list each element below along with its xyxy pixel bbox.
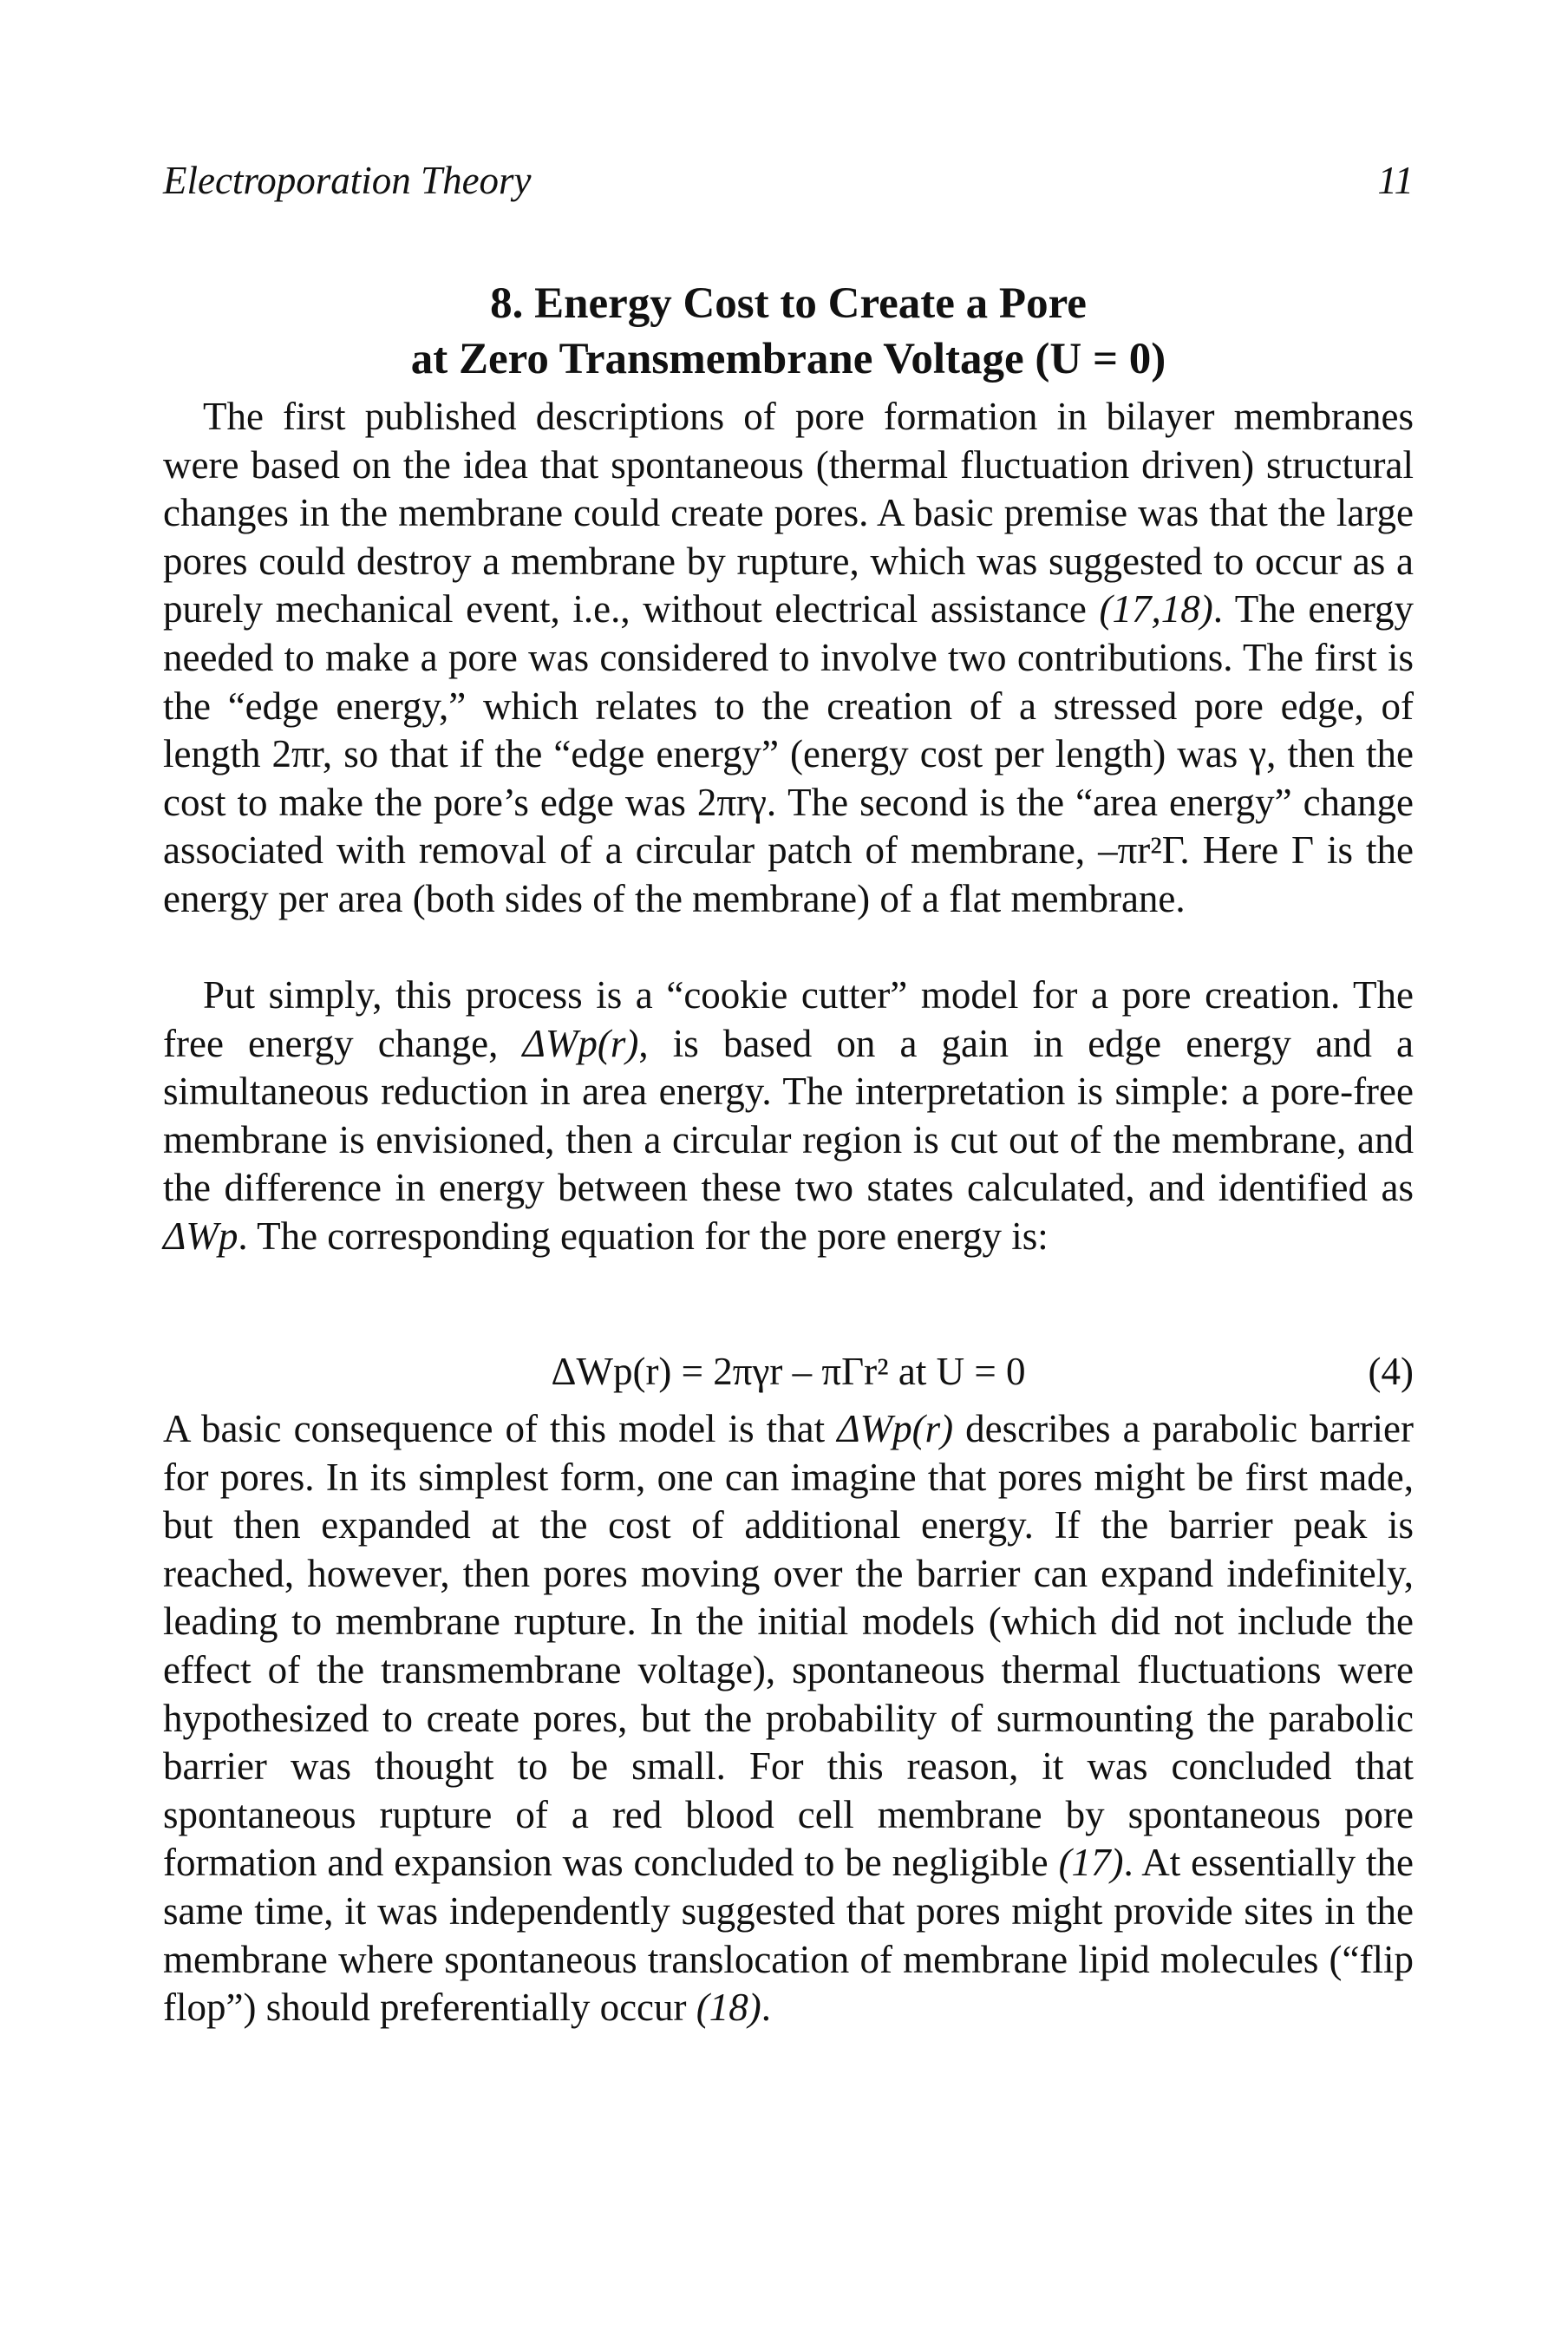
paragraph-3 <box>163 1405 1414 2032</box>
section-heading <box>163 276 1414 387</box>
paragraph-3-text-a: A basic consequence of this model is that <box>163 1407 838 1450</box>
citation-18: (18) <box>696 1986 761 2030</box>
paragraph-1-text-b: . The energy needed to make a pore was considered to involve two contributions. The first is the “edge energy,” which relates to the creation of a stressed pore edge, of length 2πr, so that if the “edge energy” (energy cost per length) was γ, then the cost to make the pore’s edge was 2πrγ. The second is the “area energy” change associated with removal of a circular patch of membrane, –πr²Γ. Here Γ is the energy per area (both sides of the membrane) of a flat membrane. <box>163 587 1414 920</box>
paragraph-2-text-b: , is based on a gain in edge energy and a simultaneous reduction in area energy. The interpretation is simple: a pore-free membrane is envisioned, then a circular region is cut out of the membrane, and the difference in energy between these two states calculated, and identified as <box>163 1021 1414 1210</box>
paragraph-3-text-c: . At essentially the same time, it was independently suggested that pores might provide sites in the membrane where spontaneous translocation of membrane lipid molecules (“flip flop”) should preferentially occur <box>163 1841 1414 2030</box>
running-title: Electroporation Theory <box>163 159 532 202</box>
citation-17: (17) <box>1058 1841 1124 1885</box>
paragraph-2-text-a: Put simply, this process is a “cookie cutter” model for a pore creation. The free energy change, <box>163 973 1414 1065</box>
symbol-delta-wp: ΔWp <box>163 1214 238 1258</box>
equation-body: ΔWp(r) = 2πγr – πΓr² at U = 0 <box>551 1350 1026 1393</box>
paragraph-1 <box>163 393 1414 924</box>
symbol-delta-wp-r: ΔWp(r) <box>522 1021 639 1065</box>
paragraph-3-text-b: describes a parabolic barrier for pores. In its simplest form, one can imagine that pores might be first made, but then expanded at the cost of additional energy. If the barrier peak is reached, however, then pores moving over the barrier can expand indefinitely, leading to membrane rupture. In the initial models (which did not include the effect of the transmembrane voltage), spontaneous thermal fluctuations were hypothesized to create pores, but the probability of surmounting the parabolic barrier was thought to be small. For this reason, it was concluded that spontaneous rupture of a red blood cell membrane by spontaneous pore formation and expansion was concluded to be negligible <box>163 1407 1414 1885</box>
paragraph-1-text-a: The first published descriptions of pore formation in bilayer membranes were based on the idea that spontaneous (thermal fluctuation driven) structural changes in the membrane could create pores. A basic premise was that the large pores could destroy a membrane by rupture, which was suggested to occur as a purely mechanical event, i.e., without electrical assistance <box>163 395 1414 631</box>
equation-number: (4) <box>1368 1350 1414 1393</box>
citation-17-18: (17,18) <box>1099 587 1213 631</box>
paragraph-3-text-d: . <box>761 1986 771 2030</box>
equation-4 <box>163 1349 1414 1401</box>
paragraph-2 <box>163 972 1414 1261</box>
section-heading-line-1: 8. Energy Cost to Create a Pore <box>490 279 1087 328</box>
paragraph-2-text-c: . The corresponding equation for the pore energy is: <box>238 1214 1049 1258</box>
symbol-delta-wp-r: ΔWp(r) <box>837 1407 954 1450</box>
page-number: 11 <box>1377 159 1414 202</box>
section-heading-line-2: at Zero Transmembrane Voltage (U = 0) <box>410 335 1166 383</box>
page-header <box>163 158 1414 219</box>
